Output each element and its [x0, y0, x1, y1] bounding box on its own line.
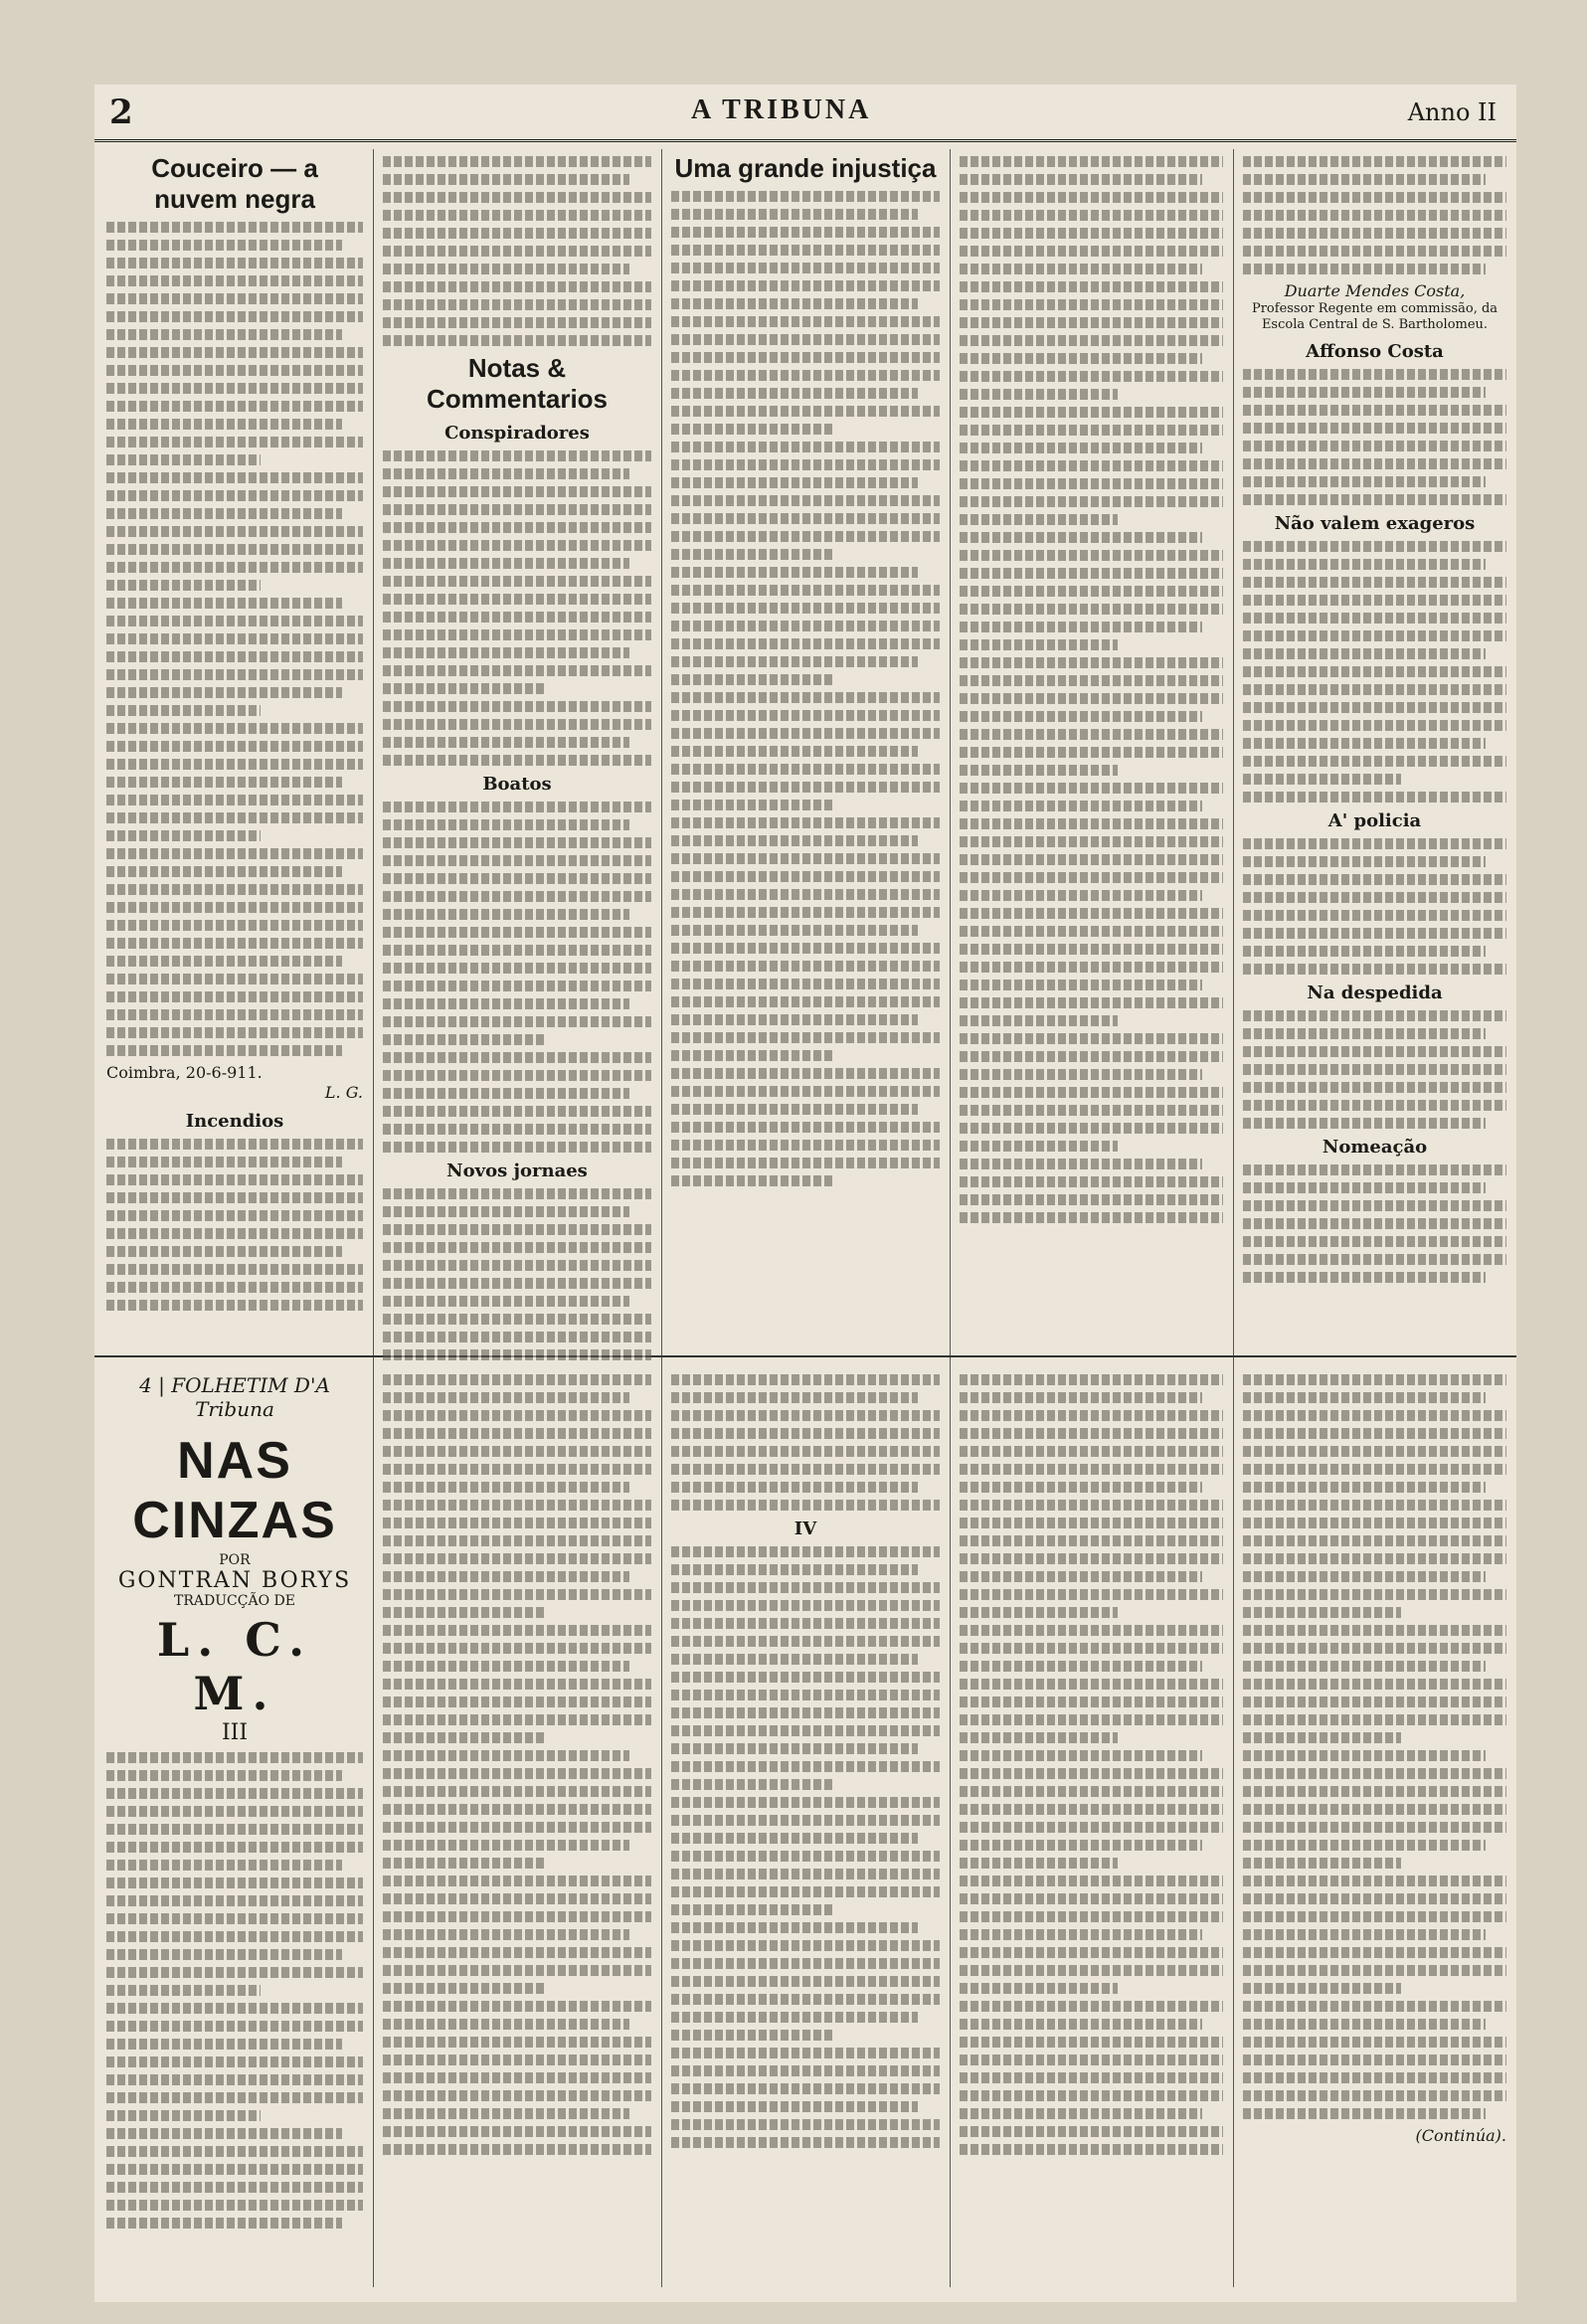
page-number: 2: [109, 92, 133, 132]
text-block: [960, 156, 1223, 1223]
column-rule: [950, 149, 951, 2287]
text-block: [383, 450, 651, 766]
sub-heading: Affonso Costa: [1306, 341, 1444, 362]
author-name: GONTRAN BORYS: [117, 1568, 352, 1593]
translation-label: TRADUCÇÃO DE: [174, 1593, 295, 1609]
sub-heading: Nomeação: [1322, 1137, 1428, 1158]
feuilleton-column-5: [1243, 1367, 1506, 2292]
sub-heading: A' policia: [1327, 810, 1422, 831]
article-heading: Uma grande injustiça: [674, 153, 937, 183]
feuilleton-separator: [94, 1355, 1516, 1357]
column-rule: [1233, 149, 1234, 2287]
feuilleton-header: [106, 1373, 363, 1745]
newspaper-page: [94, 85, 1516, 2302]
column-3: [671, 149, 940, 1352]
column-5: [1243, 149, 1506, 1352]
sub-heading: Na despedida: [1307, 983, 1443, 1003]
initials: L. G.: [324, 1083, 363, 1102]
sub-heading: Boatos: [482, 774, 552, 795]
newspaper-title: A TRIBUNA: [691, 94, 872, 125]
feuilleton-title: NAS CINZAS: [132, 1432, 337, 1549]
text-block: [1243, 1164, 1506, 1283]
text-block: [1243, 838, 1506, 975]
text-block: [671, 1546, 940, 2148]
feuilleton-column-1: [106, 1367, 363, 2292]
continua-label: (Continúa).: [1415, 2126, 1506, 2145]
text-block: [106, 1139, 363, 1311]
text-block: [1243, 541, 1506, 803]
translator-name: L. C. M.: [156, 1613, 313, 1720]
volume-label: Anno II: [1407, 98, 1497, 126]
feuilleton-label: 4 | FOLHETIM D'A Tribuna: [139, 1373, 330, 1421]
signature-name: Duarte Mendes Costa,: [1284, 281, 1466, 300]
column-1: [106, 149, 363, 1352]
column-4: [960, 149, 1223, 1352]
dateline: Coimbra, 20-6-911.: [106, 1063, 263, 1082]
chapter-number: III: [221, 1720, 249, 1745]
text-block: [383, 1374, 651, 2155]
column-rule: [373, 149, 374, 2287]
text-block: [1243, 1374, 1506, 2119]
feuilleton-column-2: [383, 1367, 651, 2292]
column-2: [383, 149, 651, 1352]
text-block: [1243, 156, 1506, 274]
section-heading: Incendios: [185, 1111, 284, 1132]
text-block: [671, 191, 940, 1186]
signature-role: Professor Regente em commissão, da Escola Central de S. Bartholomeu.: [1251, 301, 1499, 332]
text-block: [106, 1752, 363, 2229]
por-label: POR: [219, 1552, 251, 1568]
sub-heading: Não valem exageros: [1274, 513, 1476, 534]
sub-heading: Novos jornaes: [446, 1161, 588, 1181]
feuilleton-column-4: [960, 1367, 1223, 2292]
article-heading: Couceiro — a nuvem negra: [151, 153, 318, 214]
text-block: [106, 222, 363, 1056]
text-block: [671, 1374, 940, 1511]
text-block: [1243, 369, 1506, 505]
text-block: [1243, 1010, 1506, 1129]
chapter-heading: IV: [794, 1519, 817, 1539]
text-block: [960, 1374, 1223, 2155]
column-rule: [661, 149, 662, 2287]
feuilleton-column-3: [671, 1367, 940, 2292]
text-block: [383, 802, 651, 1153]
text-block: [383, 156, 651, 346]
masthead: [94, 85, 1516, 142]
sub-heading: Conspiradores: [444, 423, 590, 444]
text-block: [383, 1188, 651, 1360]
section-title: Notas & Commentarios: [426, 353, 609, 414]
